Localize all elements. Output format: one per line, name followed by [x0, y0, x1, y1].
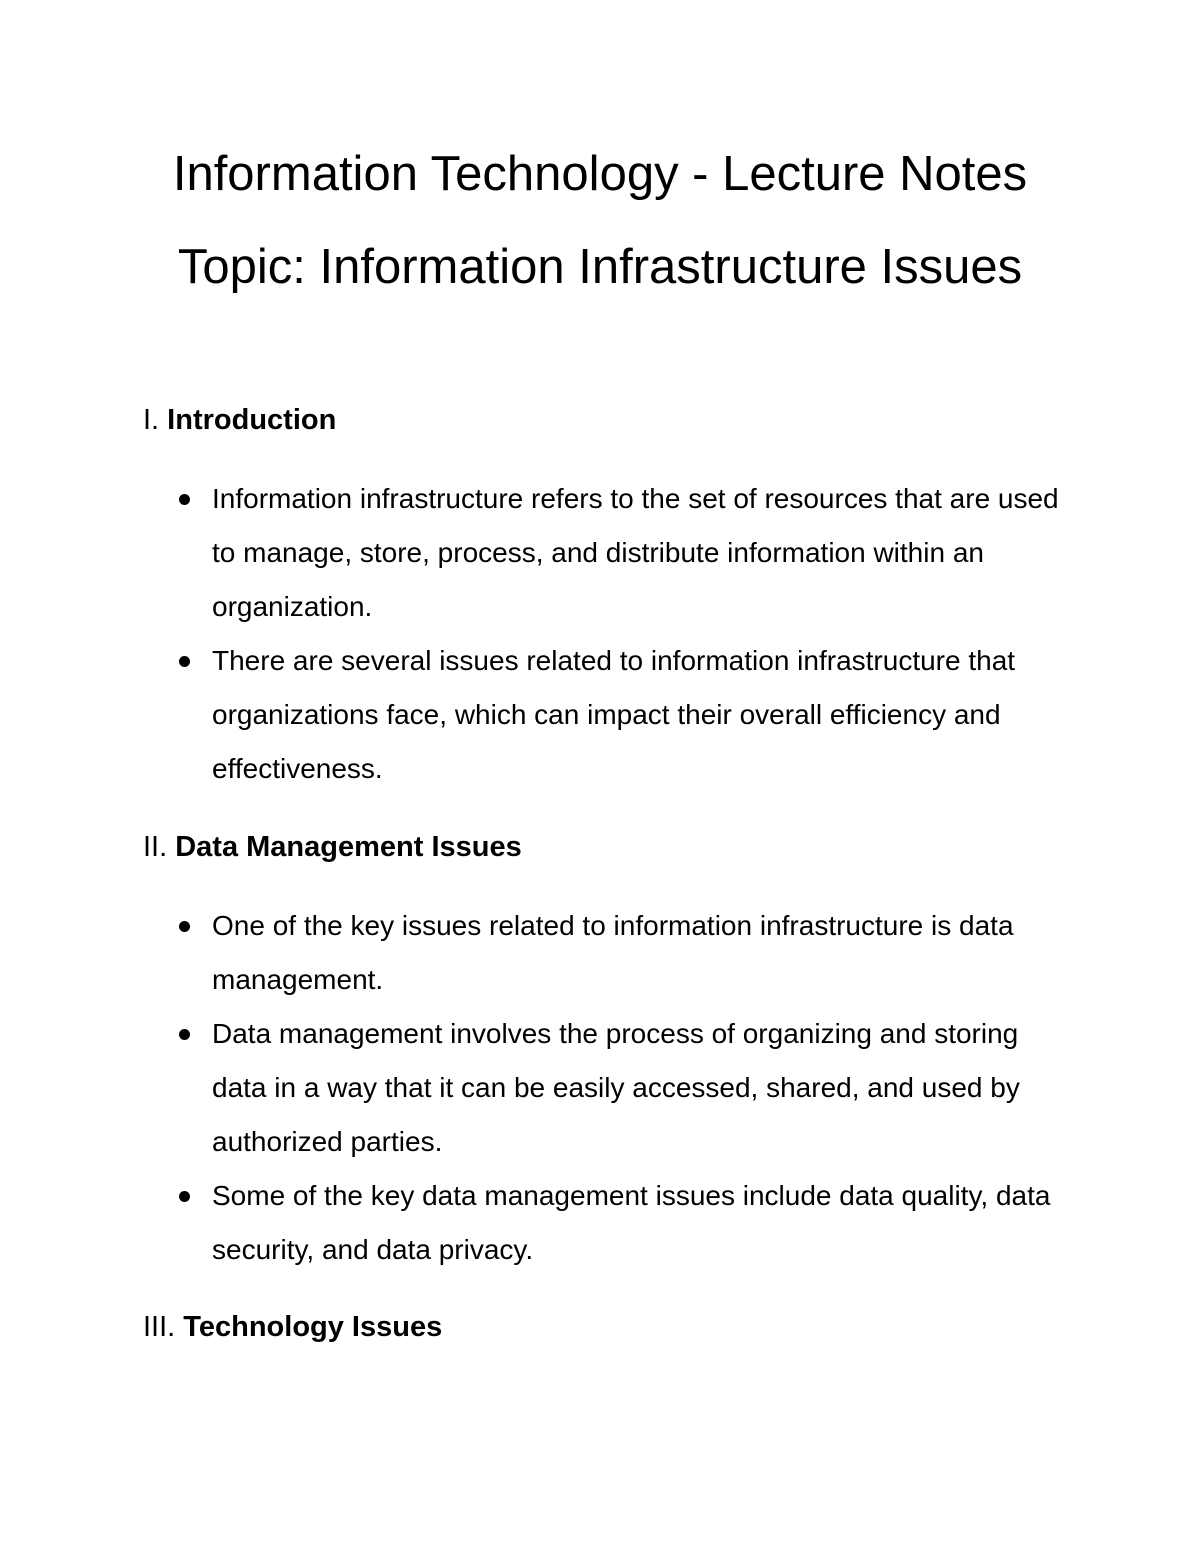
list-item	[0, 899, 1062, 1007]
document-title: Information Technology - Lecture Notes	[172, 147, 1028, 201]
bullet-icon	[179, 494, 190, 505]
section-heading-introduction	[143, 406, 336, 435]
data-management-bullet-list	[0, 899, 1200, 1277]
bullet-icon	[179, 1191, 190, 1202]
list-item	[0, 472, 1062, 634]
list-item	[0, 1007, 1062, 1169]
list-item	[0, 1169, 1062, 1277]
list-item-text: Information infrastructure refers to the set of resources that are used to manage, store, process, and distribute information within an organization.	[212, 483, 1059, 622]
list-item-text: Some of the key data management issues include data quality, data security, and data privacy.	[212, 1180, 1051, 1265]
document-subtitle: Topic: Information Infrastructure Issues	[177, 240, 1023, 294]
list-item-text: One of the key issues related to information infrastructure is data management.	[212, 910, 1014, 995]
section-numeral: III.	[143, 1311, 184, 1343]
list-item-text: Data management involves the process of organizing and storing data in a way that it can be easily accessed, shared, and used by authorized parties.	[212, 1018, 1020, 1157]
section-title: Introduction	[167, 404, 337, 436]
section-heading-data-management	[143, 833, 522, 862]
section-numeral: I.	[143, 404, 168, 436]
list-item-text: There are several issues related to information infrastructure that organizations face, which can impact their overall efficiency and effectiveness.	[212, 645, 1016, 784]
section-title: Data Management Issues	[175, 831, 522, 863]
list-item	[0, 634, 1062, 796]
introduction-bullet-list	[0, 472, 1200, 796]
section-heading-technology	[143, 1313, 442, 1342]
bullet-icon	[179, 921, 190, 932]
bullet-icon	[179, 656, 190, 667]
section-title: Technology Issues	[183, 1311, 443, 1343]
section-numeral: II.	[143, 831, 176, 863]
bullet-icon	[179, 1029, 190, 1040]
